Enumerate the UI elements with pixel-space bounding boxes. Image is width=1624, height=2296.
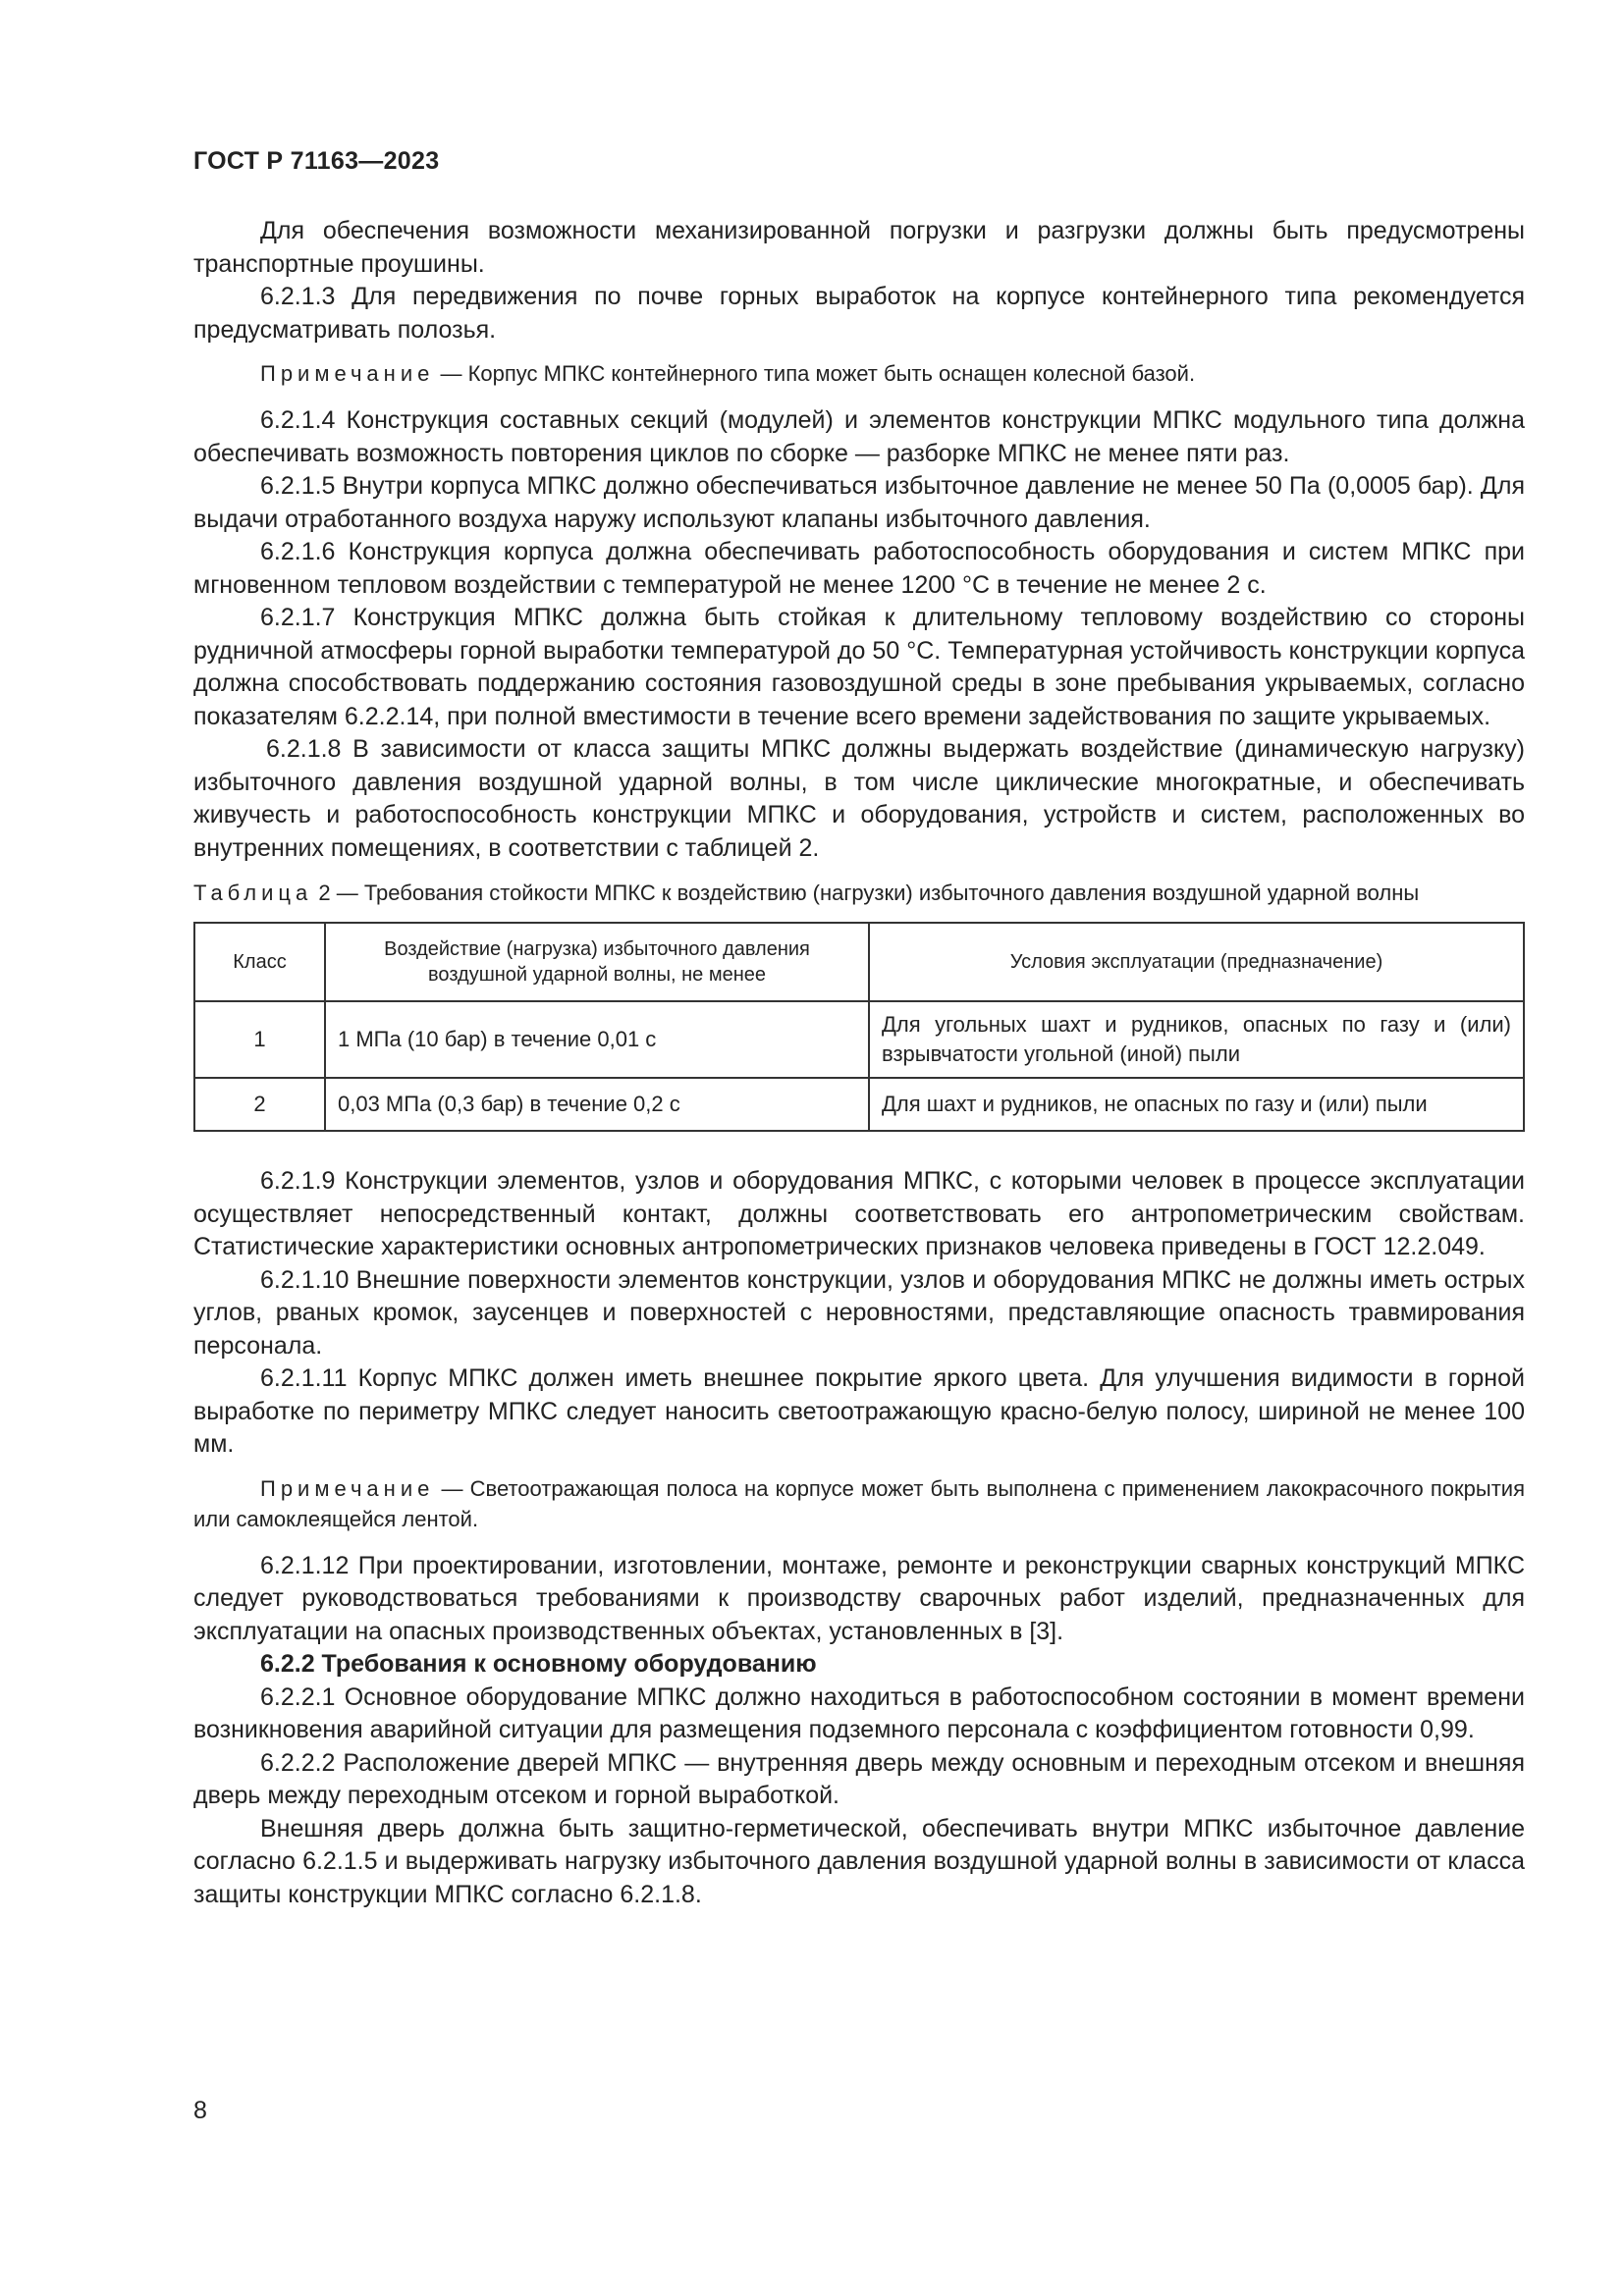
page-number: 8 bbox=[193, 2097, 207, 2124]
paragraph-external-door: Внешняя дверь должна быть защитно-герметической, обеспечивать внутри МПКС избыточное давление согласно 6.2.1.5 и выдерживать нагрузку избыточного давления воздушной ударной волны в зависимости от класса защиты конструкции МПКС согласно 6.2.1.8. bbox=[193, 1814, 1525, 1908]
document-title: ГОСТ Р 71163—2023 bbox=[193, 147, 440, 175]
note-text: — Светоотражающая полоса на корпусе может быть выполнена с применением лакокрасочного покрытия или самоклеящейся лентой. bbox=[193, 1475, 1525, 1531]
cell-conditions: Для угольных шахт и рудников, опасных по газу и (или) взрывчатости угольной (иной) пыли bbox=[869, 1001, 1524, 1078]
cell-class: 2 bbox=[194, 1078, 325, 1131]
note-text: — Корпус МПКС контейнерного типа может быть оснащен колесной базой. bbox=[434, 361, 1196, 386]
paragraph-6-2-1-10: 6.2.1.10 Внешние поверхности элементов конструкции, узлов и оборудования МПКС не должны иметь острых углов, рваных кромок, заусенцев и поверхностей с неровностями, представляющие опасность травмирования персонала. bbox=[193, 1265, 1525, 1360]
document-page bbox=[193, 147, 1525, 1911]
note-wheel-base bbox=[193, 358, 1525, 389]
paragraph-6-2-2-2: 6.2.2.2 Расположение дверей МПКС — внутренняя дверь между основным и переходным отсеком и внешняя дверь между переходным отсеком и горной выработкой. bbox=[193, 1748, 1525, 1809]
paragraph-6-2-1-3: 6.2.1.3 Для передвижения по почве горных выработок на корпусе контейнерного типа рекомендуется предусматривать полозья. bbox=[193, 283, 1525, 344]
table-caption bbox=[193, 879, 1525, 908]
paragraph-6-2-1-5: 6.2.1.5 Внутри корпуса МПКС должно обеспечиваться избыточное давление не менее 50 Па (0,0005 бар). Для выдачи отработанного воздуха наружу используют клапаны избыточного давления. bbox=[193, 472, 1525, 533]
header-conditions: Условия эксплуатации (предназначение) bbox=[869, 923, 1524, 1001]
table-caption-label: Таблица bbox=[193, 881, 313, 905]
paragraph-6-2-1-8: 6.2.1.8 В зависимости от класса защиты МПКС должны выдержать воздействие (динамическую нагрузку) избыточного давления воздушной ударной волны, в том числе циклические многократные, и обеспечивать живучесть и работоспособность конструкции МПКС и оборудования, устройств и систем, расположенных во внутренних помещениях, в соответствии с таблицей 2. bbox=[193, 735, 1525, 862]
requirements-table bbox=[193, 922, 1525, 1132]
paragraph-6-2-1-4: 6.2.1.4 Конструкция составных секций (модулей) и элементов конструкции МПКС модульного типа должна обеспечивать возможность повторения циклов по сборке — разборке МПКС не менее пяти раз. bbox=[193, 406, 1525, 467]
cell-conditions: Для шахт и рудников, не опасных по газу и (или) пыли bbox=[869, 1078, 1524, 1131]
table-row bbox=[194, 1001, 1524, 1078]
header-class: Класс bbox=[194, 923, 325, 1001]
note-label: Примечание bbox=[260, 361, 435, 386]
table-row bbox=[194, 1078, 1524, 1131]
paragraph-6-2-1-9: 6.2.1.9 Конструкции элементов, узлов и оборудования МПКС, с которыми человек в процессе эксплуатации осуществляет непосредственный контакт, должны соответствовать его антропометрическим свойствам. Статистические характеристики основных антропометрических признаков человека приведены в ГОСТ 12.2.049. bbox=[193, 1167, 1525, 1260]
paragraph-6-2-1-11: 6.2.1.11 Корпус МПКС должен иметь внешнее покрытие яркого цвета. Для улучшения видимости в горной выработке по периметру МПКС следует наносить светоотражающую красно-белую полосу, шириной не менее 100 мм. bbox=[193, 1364, 1525, 1458]
paragraph-6-2-1-7: 6.2.1.7 Конструкция МПКС должна быть стойкая к длительному тепловому воздействию со стороны рудничной атмосферы горной выработки температурой до 50 °С. Температурная устойчивость конструкции корпуса должна способствовать поддержанию состояния газовоздушной среды в зоне пребывания укрываемых, согласно показателям 6.2.2.14, при полной вместимости в течение всего времени задействования по защите укрываемых. bbox=[193, 604, 1525, 730]
note-reflective-stripe bbox=[193, 1473, 1525, 1534]
cell-class: 1 bbox=[194, 1001, 325, 1078]
cell-impact: 0,03 МПа (0,3 бар) в течение 0,2 с bbox=[325, 1078, 869, 1131]
paragraph-transport-lugs: Для обеспечения возможности механизированной погрузки и разгрузки должны быть предусмотрены транспортные проушины. bbox=[193, 217, 1525, 278]
paragraph-6-2-1-12: 6.2.1.12 При проектировании, изготовлении, монтаже, ремонте и реконструкции сварных конструкций МПКС следует руководствоваться требованиями к производству сварочных работ изделий, предназначенных для эксплуатации на опасных производственных объектах, установленных в [3]. bbox=[193, 1551, 1525, 1645]
section-heading-6-2-2: 6.2.2 Требования к основному оборудованию bbox=[260, 1650, 817, 1678]
header-impact: Воздействие (нагрузка) избыточного давления воздушной ударной волны, не менее bbox=[325, 923, 869, 1001]
cell-impact: 1 МПа (10 бар) в течение 0,01 с bbox=[325, 1001, 869, 1078]
note-label: Примечание bbox=[260, 1475, 435, 1501]
paragraph-6-2-1-6: 6.2.1.6 Конструкция корпуса должна обеспечивать работоспособность оборудования и систем МПКС при мгновенном тепловом воздействии с температурой не менее 1200 °С в течение не менее 2 с. bbox=[193, 538, 1525, 599]
table-caption-text: 2 — Требования стойкости МПКС к воздействию (нагрузки) избыточного давления воздушной ударной волны bbox=[312, 881, 1420, 905]
table-header-row bbox=[194, 923, 1524, 1001]
paragraph-6-2-2-1: 6.2.2.1 Основное оборудование МПКС должно находиться в работоспособном состоянии в момент времени возникновения аварийной ситуации для размещения подземного персонала с коэффициентом готовности 0,99. bbox=[193, 1682, 1525, 1743]
